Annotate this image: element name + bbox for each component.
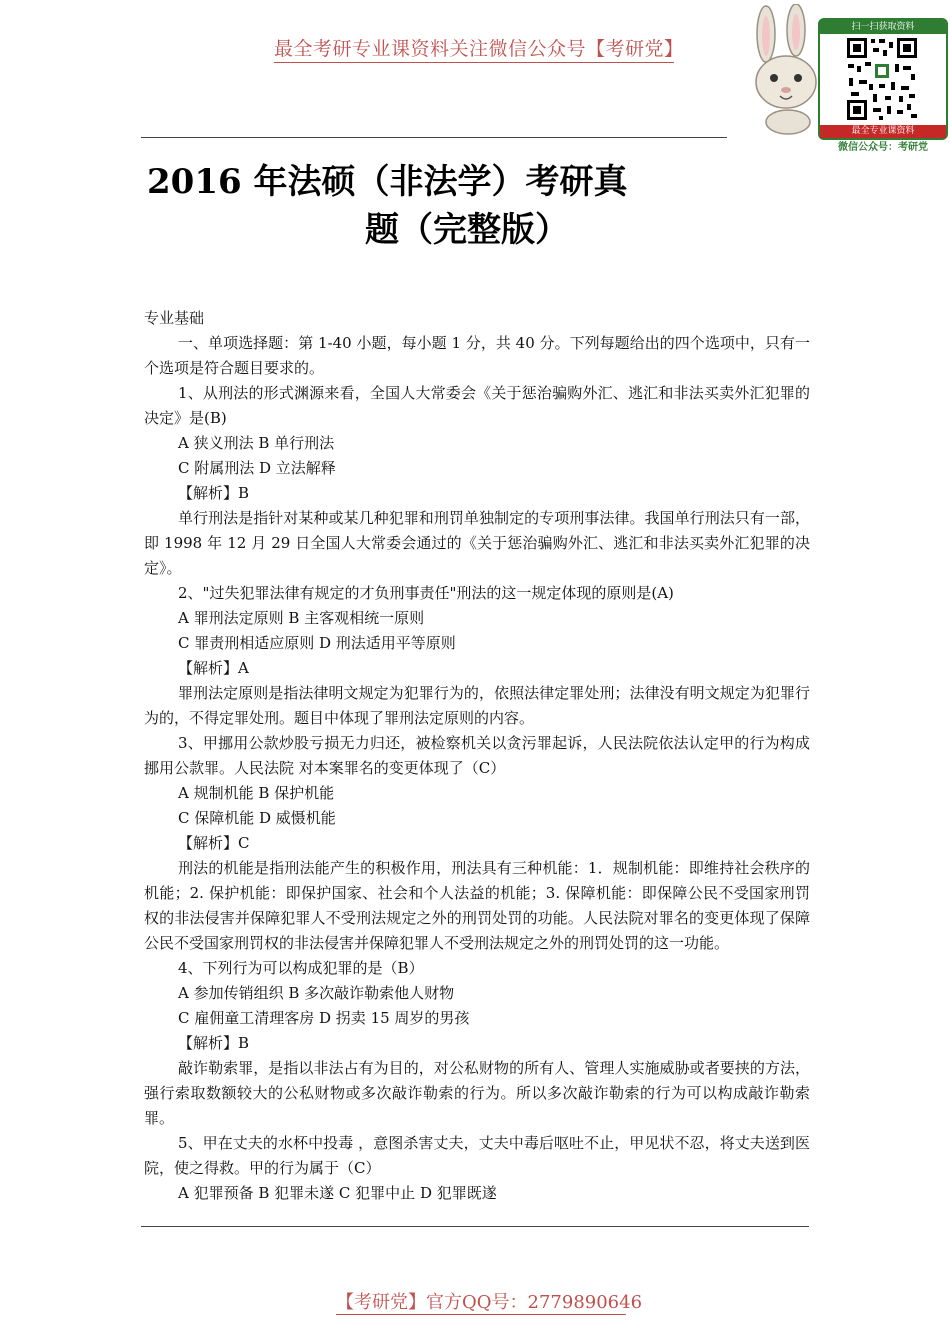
qr-caption: 微信公众号：考研党 — [838, 142, 928, 153]
footer-contact: 【考研党】官方QQ号：2779890646 — [336, 1288, 626, 1315]
title-line-1: 2016 年法硕（非法学）考研真 — [147, 162, 628, 202]
question-2-options-ab: A 罪刑法定原则 B 主客观相统一原则 — [178, 609, 425, 627]
rabbit-mascot-icon — [744, 4, 828, 136]
paragraph: 一、单项选择题：第 1-40 小题，每小题 1 分，共 40 分。下列每题给出的四个选项中，只有一个选项是符合题目要求的。 — [144, 334, 810, 377]
question-2-explanation: 罪刑法定原则是指法律明文规定为犯罪行为的，依照法律定罪处刑；法律没有明文规定为犯罪行为的，不得定罪处刑。题目中体现了罪刑法定原则的内容。 — [144, 684, 810, 727]
question-4: 4、下列行为可以构成犯罪的是（B） — [178, 959, 424, 977]
question-1-answer: 【解析】B — [178, 484, 250, 502]
qr-top-label: 扫一扫获取资料 — [820, 20, 946, 34]
question-2-answer: 【解析】A — [178, 659, 249, 677]
question-3-explanation: 刑法的机能是指刑法能产生的积极作用，刑法具有三种机能：1．规制机能：即维持社会秩序的机能；2. 保护机能：即保护国家、社会和个人法益的机能；3. 保障机能：即保障公民不受国家刑罚权的非法侵害并保障犯罪人不受刑法规定之外的刑罚处罚的功能。人民法院对罪名的变更体现了保障公民不受国家刑罚权的非法侵害并保障犯罪人不受刑法规定之外的刑罚处罚的这一功能。 — [144, 859, 810, 952]
question-1: 1、从刑法的形式渊源来看，全国人大常委会《关于惩治骗购外汇、逃汇和非法买卖外汇犯罪的决定》是(B) — [144, 384, 810, 427]
qr-code-panel — [818, 18, 948, 140]
question-1-explanation: 单行刑法是指针对某种或某几种犯罪和刑罚单独制定的专项刑事法律。我国单行刑法只有一部，即 1998 年 12 月 29 日全国人大常委会通过的《关于惩治骗购外汇、逃汇和非法买卖外汇犯罪的决定》。 — [144, 509, 810, 577]
footer-divider — [141, 1226, 809, 1227]
qr-code-icon — [845, 36, 919, 122]
qr-bottom-label: 最全专业课资料 — [820, 125, 946, 138]
question-4-explanation: 敲诈勒索罪，是指以非法占有为目的，对公私财物的所有人、管理人实施威胁或者要挟的方法，强行索取数额较大的公私财物或多次敲诈勒索的行为。所以多次敲诈勒索的行为可以构成敲诈勒索罪。 — [144, 1059, 810, 1127]
section-heading: 专业基础 — [144, 309, 205, 327]
question-3-options-cd: C 保障机能 D 威慑机能 — [178, 809, 336, 827]
header-promo-text: 最全考研专业课资料关注微信公众号【考研党】 — [274, 34, 674, 63]
header-divider — [141, 137, 727, 138]
question-4-options-ab: A 参加传销组织 B 多次敲诈勒索他人财物 — [178, 984, 455, 1002]
question-2: 2、"过失犯罪法律有规定的才负刑事责任"刑法的这一规定体现的原则是(A) — [178, 584, 674, 602]
question-1-options-ab: A 狭义刑法 B 单行刑法 — [178, 434, 335, 452]
document-body — [144, 306, 810, 1206]
question-4-answer: 【解析】B — [178, 1034, 250, 1052]
question-3: 3、甲挪用公款炒股亏损无力归还，被检察机关以贪污罪起诉，人民法院依法认定甲的行为构成挪用公款罪。人民法院 对本案罪名的变更体现了（C） — [144, 734, 810, 777]
title-line-2: 题（完整版） — [365, 210, 569, 250]
question-3-answer: 【解析】C — [178, 834, 250, 852]
question-5-options: A 犯罪预备 B 犯罪未遂 C 犯罪中止 D 犯罪既遂 — [178, 1184, 497, 1202]
question-1-options-cd: C 附属刑法 D 立法解释 — [178, 459, 336, 477]
question-5: 5、甲在丈夫的水杯中投毒 ，意图杀害丈夫，丈夫中毒后呕吐不止，甲见状不忍，将丈夫送到医院，使之得救。甲的行为属于（C） — [144, 1134, 810, 1177]
page-title — [141, 158, 681, 254]
question-3-options-ab: A 规制机能 B 保护机能 — [178, 784, 335, 802]
question-4-options-cd: C 雇佣童工清理客房 D 拐卖 15 周岁的男孩 — [178, 1009, 470, 1027]
question-2-options-cd: C 罪责刑相适应原则 D 刑法适用平等原则 — [178, 634, 456, 652]
